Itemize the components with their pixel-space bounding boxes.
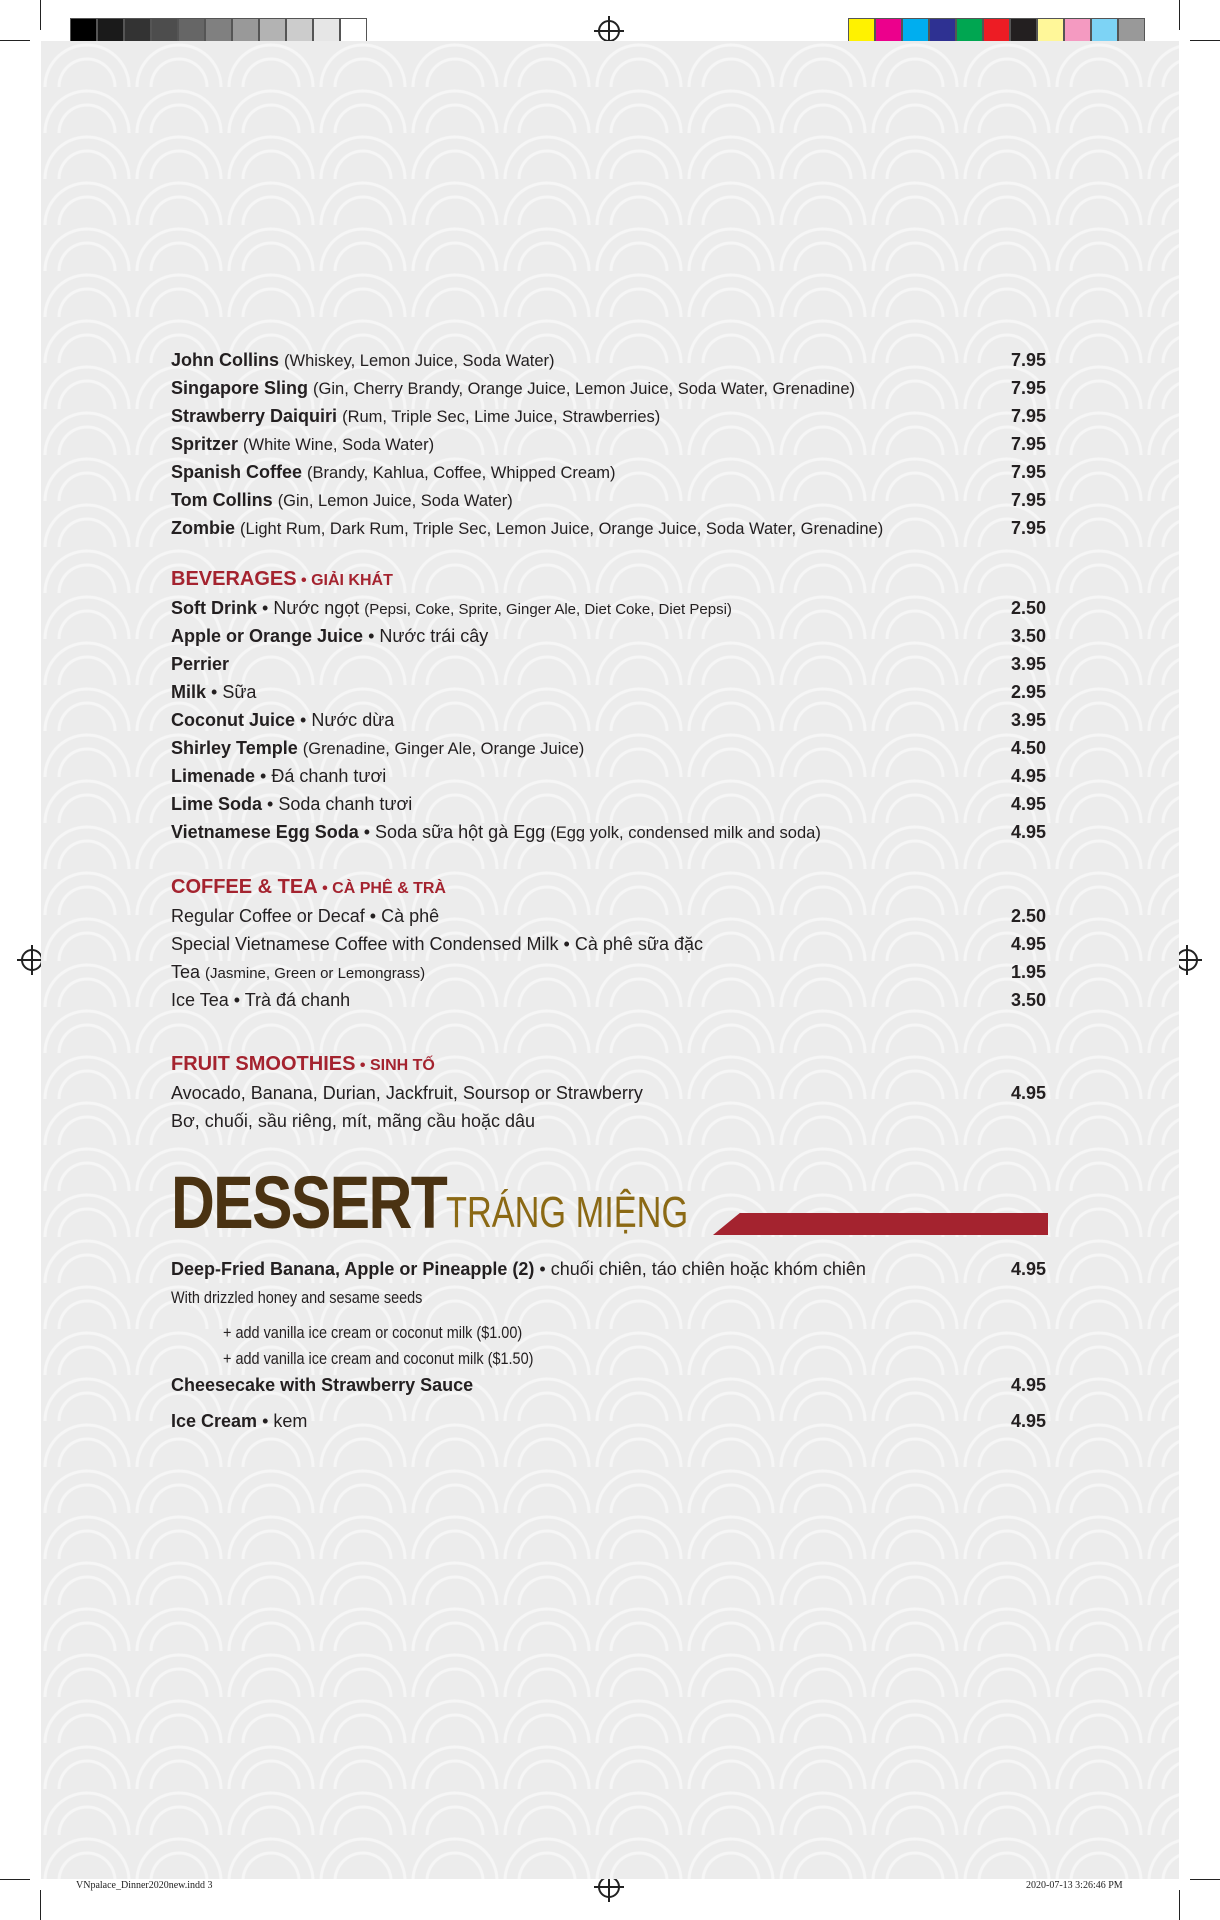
- menu-item: Avocado, Banana, Durian, Jackfruit, Soursop or Strawberry 4.95: [171, 1083, 1046, 1103]
- registration-mark: [598, 1876, 620, 1898]
- menu-addon: + add vanilla ice cream or coconut milk ($1.00): [223, 1323, 523, 1342]
- crop-mark: [1190, 1879, 1220, 1880]
- dessert-title: DESSERT: [171, 1161, 447, 1244]
- crop-mark: [0, 1879, 30, 1880]
- date-slug: 2020-07-13 3:26:46 PM: [1026, 1880, 1123, 1891]
- menu-item: Special Vietnamese Coffee with Condensed Milk • Cà phê sữa đặc 4.95: [171, 934, 1046, 954]
- dessert-header: [171, 1163, 1048, 1243]
- dessert-subtitle: TRÁNG MIỆNG: [446, 1188, 689, 1237]
- crop-mark: [0, 40, 30, 41]
- file-slug: VNpalace_Dinner2020new.indd 3: [76, 1880, 213, 1891]
- registration-mark: [1176, 949, 1198, 971]
- menu-item-viet: Bơ, chuối, sầu riêng, mít, mãng cầu hoặc dâu: [171, 1111, 536, 1131]
- menu-item: Tom Collins (Gin, Lemon Juice, Soda Water) 7.95: [171, 490, 1046, 510]
- cocktail-list: [171, 346, 1046, 542]
- menu-addon: + add vanilla ice cream and coconut milk ($1.50): [223, 1349, 534, 1368]
- menu-item-note: With drizzled honey and sesame seeds: [171, 1288, 423, 1307]
- menu-item: Ice Tea • Trà đá chanh 3.50: [171, 990, 1046, 1010]
- coffee-tea-section: [171, 872, 1046, 1014]
- crop-mark: [40, 1890, 41, 1920]
- menu-item: Perrier 3.95: [171, 654, 1046, 674]
- menu-item: Tea (Jasmine, Green or Lemongrass) 1.95: [171, 962, 1046, 982]
- menu-item: Regular Coffee or Decaf • Cà phê 2.50: [171, 906, 1046, 926]
- menu-item: Vietnamese Egg Soda • Soda sữa hột gà Egg (Egg yolk, condensed milk and soda) 4.95: [171, 822, 1046, 842]
- menu-item: Lime Soda • Soda chanh tươi 4.95: [171, 794, 1046, 814]
- menu-item: Deep-Fried Banana, Apple or Pineapple (2) • chuối chiên, táo chiên hoặc khóm chiên 4.95: [171, 1259, 1046, 1279]
- menu-item: Milk • Sữa 2.95: [171, 682, 1046, 702]
- menu-item: Singapore Sling (Gin, Cherry Brandy, Orange Juice, Lemon Juice, Soda Water, Grenadine) 7.95: [171, 378, 1046, 398]
- menu-item: Cheesecake with Strawberry Sauce 4.95: [171, 1375, 1046, 1395]
- menu-item: Spanish Coffee (Brandy, Kahlua, Coffee, Whipped Cream) 7.95: [171, 462, 1046, 482]
- crop-mark: [40, 0, 41, 30]
- menu-item: Strawberry Daiquiri (Rum, Triple Sec, Lime Juice, Strawberries) 7.95: [171, 406, 1046, 426]
- registration-mark: [598, 20, 620, 42]
- menu-item: Coconut Juice • Nước dừa 3.95: [171, 710, 1046, 730]
- smoothies-section: [171, 1049, 1046, 1135]
- menu-item: Limenade • Đá chanh tươi 4.95: [171, 766, 1046, 786]
- crop-mark: [1179, 0, 1180, 30]
- dessert-list: [171, 1255, 1046, 1435]
- menu-item: Shirley Temple (Grenadine, Ginger Ale, Orange Juice) 4.50: [171, 738, 1046, 758]
- crop-mark: [1190, 40, 1220, 41]
- menu-item: Zombie (Light Rum, Dark Rum, Triple Sec, Lemon Juice, Orange Juice, Soda Water, Grenadine) 7.95: [171, 518, 1046, 538]
- crop-mark: [1179, 1890, 1180, 1920]
- menu-item: Soft Drink • Nước ngọt (Pepsi, Coke, Sprite, Ginger Ale, Diet Coke, Diet Pepsi) 2.50: [171, 598, 1046, 618]
- menu-item: Ice Cream • kem 4.95: [171, 1411, 1046, 1431]
- menu-item: Spritzer (White Wine, Soda Water) 7.95: [171, 434, 1046, 454]
- registration-mark: [21, 949, 43, 971]
- decorative-band: [713, 1213, 1048, 1235]
- menu-item: John Collins (Whiskey, Lemon Juice, Soda Water) 7.95: [171, 350, 1046, 370]
- menu-item: Apple or Orange Juice • Nước trái cây 3.50: [171, 626, 1046, 646]
- section-title: COFFEE & TEA • CÀ PHÊ & TRÀ: [171, 876, 446, 898]
- beverages-section: [171, 564, 1046, 846]
- section-title: BEVERAGES • GIẢI KHÁT: [171, 568, 393, 590]
- section-title: FRUIT SMOOTHIES • SINH TỐ: [171, 1053, 435, 1075]
